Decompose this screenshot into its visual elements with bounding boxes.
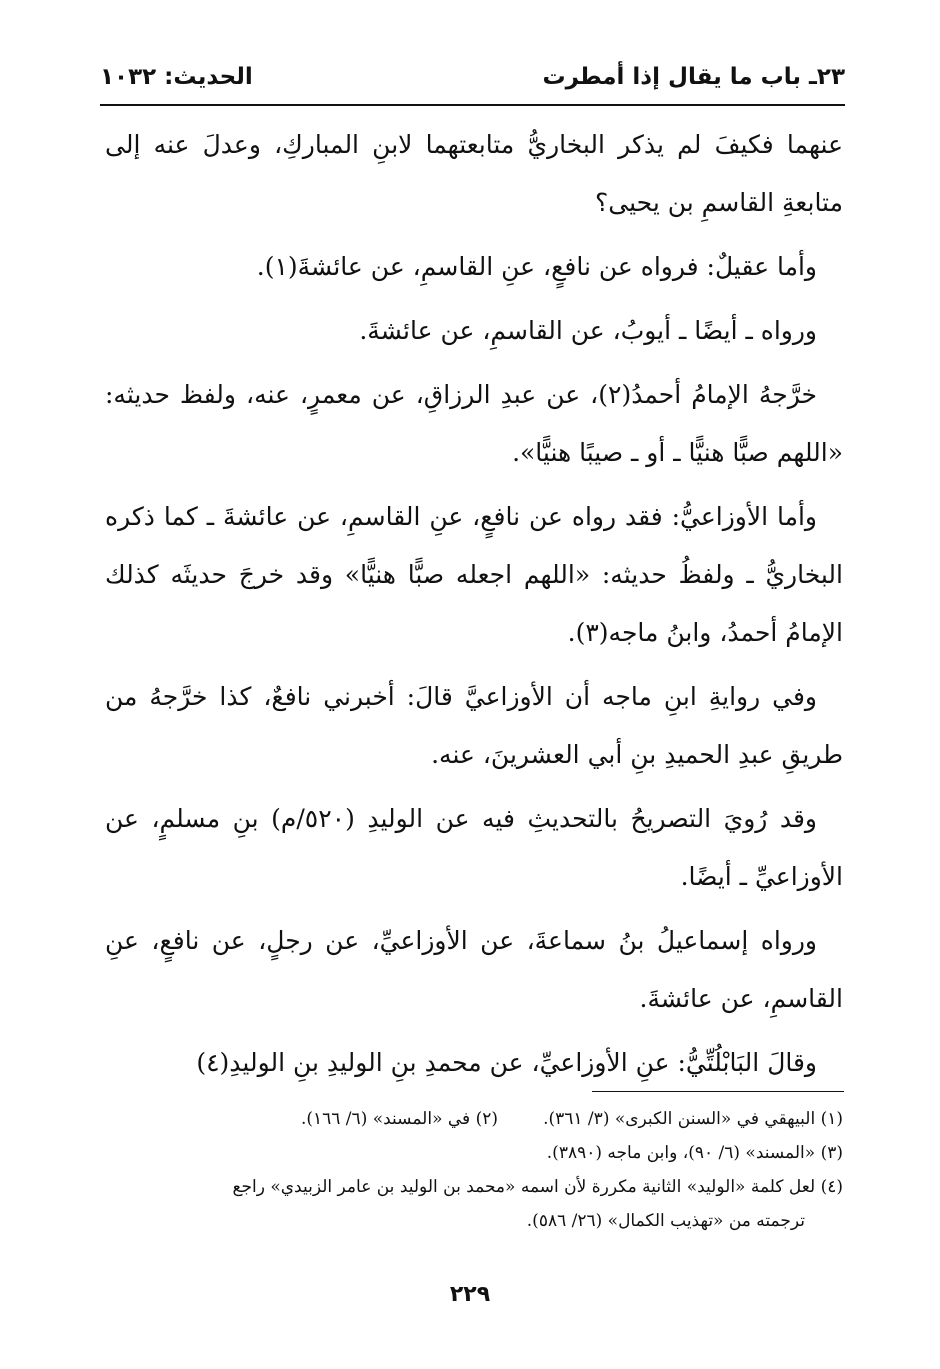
paragraph: وفي روايةِ ابنِ ماجه أن الأوزاعيَّ قالَ: أخبرني نافعٌ، كذا خرَّجهُ من طريقِ عبدِ الحميدِ بنِ أبي العشرينَ، عنه. xyxy=(105,682,843,769)
footnote-row xyxy=(105,1102,843,1136)
paragraph: ورواه ـ أيضًا ـ أيوبُ، عن القاسمِ، عن عائشةَ. xyxy=(359,316,817,345)
running-header xyxy=(100,52,845,102)
footnote-1: (١) البيهقي في «السنن الكبرى» (٣/ ٣٦١). xyxy=(543,1109,843,1129)
page-number: ٢٢٩ xyxy=(449,1282,491,1307)
paragraph: وأما عقيلٌ: فرواه عن نافعٍ، عنِ القاسمِ، عن عائشةَ(١). xyxy=(256,252,817,281)
main-text xyxy=(105,116,843,1098)
paragraph: خرَّجهُ الإمامُ أحمدُ(٢)، عن عبدِ الرزاقِ، عن معمرٍ، عنه، ولفظ حديثه: «اللهم صبًّا هنيًّا ـ أو ـ صيبًا هنيًّا». xyxy=(105,380,843,467)
header-divider xyxy=(100,104,845,106)
footnote-divider xyxy=(592,1091,844,1092)
paragraph: ورواه إسماعيلُ بنُ سماعةَ، عن الأوزاعيِّ، عن رجلٍ، عن نافعٍ، عنِ القاسمِ، عن عائشةَ. xyxy=(105,926,843,1013)
paragraph: وقالَ البَابْلُتِّيُّ: عنِ الأوزاعيِّ، عن محمدِ بنِ الوليدِ بنِ الوليدِ(٤) xyxy=(196,1048,817,1077)
paragraph: عنهما فكيفَ لم يذكر البخاريُّ متابعتهما لابنِ المباركِ، وعدلَ عنه إلى متابعةِ القاسمِ بن يحيى؟ xyxy=(105,130,843,217)
paragraph: وأما الأوزاعيُّ: فقد رواه عن نافعٍ، عنِ القاسمِ، عن عائشةَ ـ كما ذكره البخاريُّ ـ ولفظُ حديثه: «اللهم اجعله صبًّا هنيًّا» وقد خرجَ حديثَه كذلك الإمامُ أحمدُ، وابنُ ماجه(٣). xyxy=(105,502,843,647)
footnote-4: (٤) لعل كلمة «الوليد» الثانية مكررة لأن اسمه «محمد بن الوليد بن عامر الزبيدي» راجع xyxy=(232,1177,843,1197)
chapter-title: ٢٣ـ باب ما يقال إذا أمطرت xyxy=(542,64,845,90)
paragraph: وقد رُويَ التصريحُ بالتحديثِ فيه عن الوليدِ (٥٢٠/م) بنِ مسلمٍ، عن الأوزاعيِّ ـ أيضًا. xyxy=(105,804,843,891)
footnotes xyxy=(105,1102,843,1238)
footnote-2: (٢) في «المسند» (٦/ ١٦٦). xyxy=(300,1109,498,1129)
hadith-reference: الحديث: ١٠٣٢ xyxy=(100,64,253,90)
footnote-3: (٣) «المسند» (٦/ ٩٠)، وابن ماجه (٣٨٩٠). xyxy=(546,1143,843,1163)
footnote-4-continuation: ترجمته من «تهذيب الكمال» (٢٦/ ٥٨٦). xyxy=(526,1211,805,1231)
